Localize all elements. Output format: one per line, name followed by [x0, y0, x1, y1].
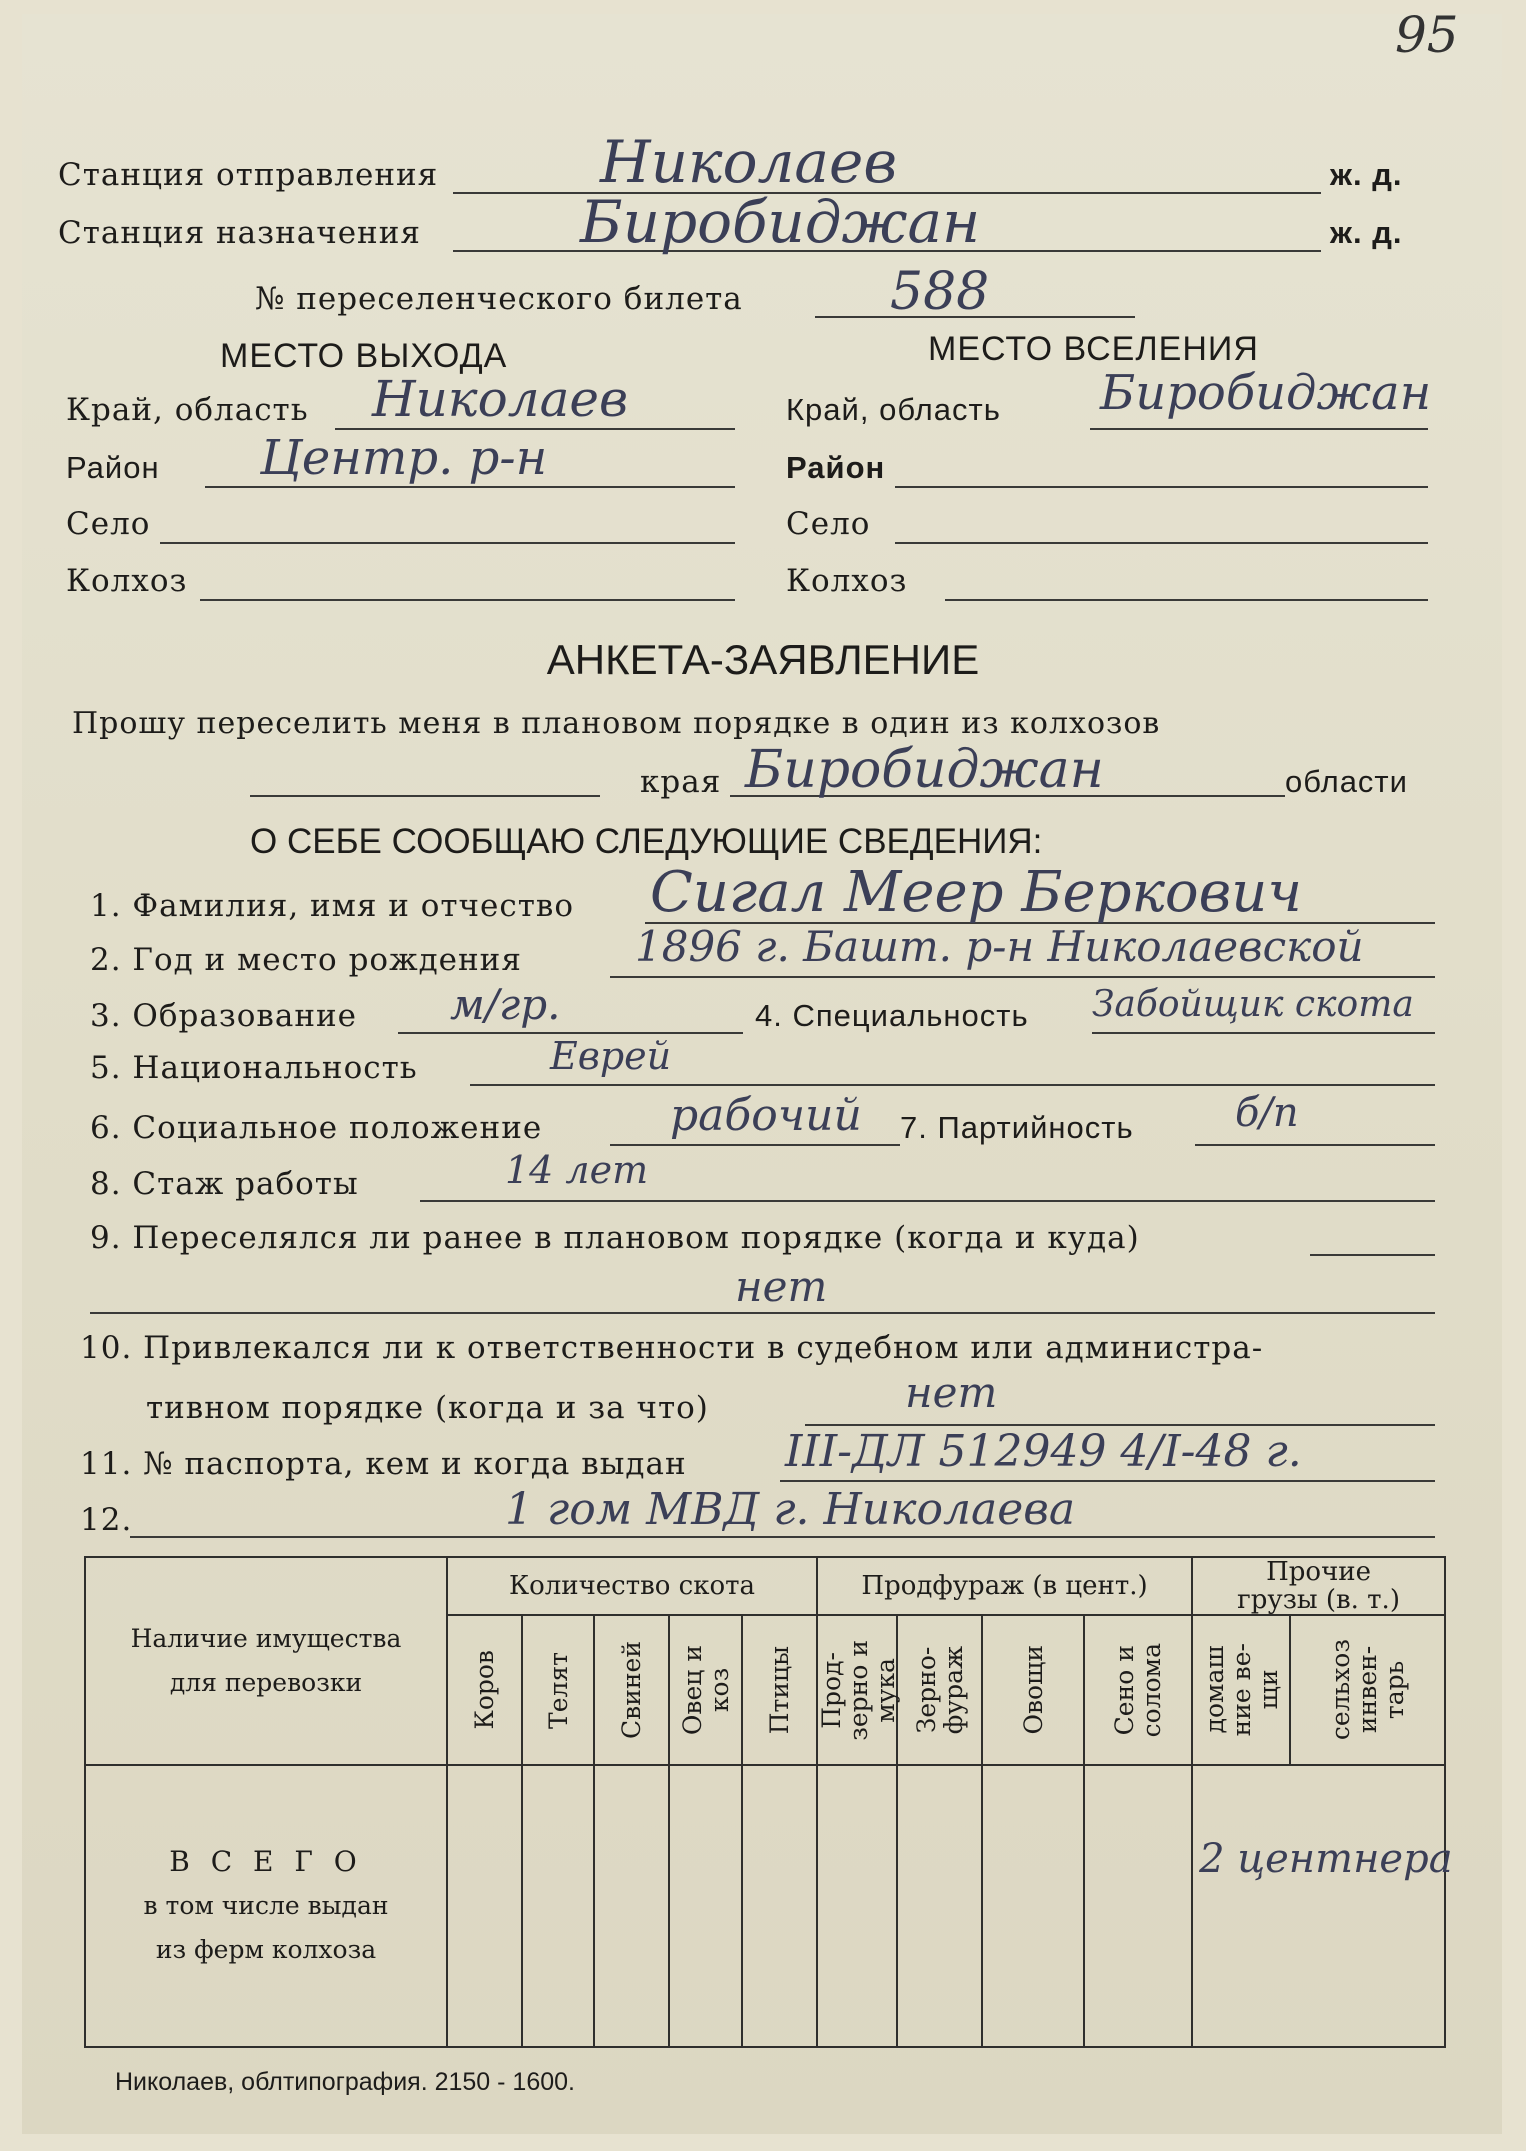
q3-label: 3. Образование	[90, 998, 358, 1034]
col-household: домаш ние ве- щи	[1199, 1643, 1283, 1737]
q1-value: Сигал Меер Беркович	[650, 860, 1303, 925]
col-grain: Прод- зерно и мука	[817, 1639, 901, 1741]
col-pigs-cell	[594, 1615, 669, 1765]
col-household-cell	[1192, 1615, 1290, 1765]
request-blank-line	[250, 795, 600, 797]
q9-label: 9. Переселялся ли ранее в плановом порядке (когда и куда)	[90, 1220, 1140, 1256]
q7-value: б/п	[1235, 1090, 1299, 1136]
origin-heading: МЕСТО ВЫХОДА	[220, 337, 508, 375]
destination-station-label: Станция назначения	[58, 215, 421, 251]
destination-rail-suffix: ж. д.	[1330, 215, 1403, 250]
dest-farm-line	[945, 599, 1428, 601]
col-veg-cell	[982, 1615, 1084, 1765]
request-kraya-label: края	[640, 764, 722, 800]
q3-value: м/гр.	[450, 980, 561, 1029]
q10-value: нет	[905, 1368, 998, 1417]
total-label: В С Е Г О	[169, 1845, 363, 1878]
info-heading: О СЕБЕ СООБЩАЮ СЛЕДУЮЩИЕ СВЕДЕНИЯ:	[250, 822, 1043, 861]
form-title: АНКЕТА-ЗАЯВЛЕНИЕ	[546, 636, 980, 683]
row-header: Наличие имущества для перевозки	[130, 1624, 402, 1697]
dest-farm-label: Колхоз	[786, 563, 908, 599]
q11-value: III-ДЛ 512949 4/I-48 г.	[785, 1426, 1302, 1477]
col-sheep-cell	[669, 1615, 742, 1765]
dest-region-line	[1090, 428, 1428, 430]
group-feed: Продфураж (в цент.)	[817, 1557, 1192, 1615]
col-sheep: Овец и коз	[677, 1644, 734, 1736]
incl-label: в том числе выдан из ферм колхоза	[143, 1891, 389, 1964]
calves-value-cell	[522, 1765, 594, 2047]
q10-label-1: 10. Привлекался ли к ответственности в судебном или администра-	[80, 1330, 1264, 1366]
col-poultry-cell	[742, 1615, 817, 1765]
request-region-value: Биробиджан	[745, 740, 1104, 800]
household-value-cell	[1192, 1765, 1453, 2047]
q5-value: Еврей	[550, 1034, 672, 1078]
fodder-value-cell	[897, 1765, 982, 2047]
col-hay: Сено и солома	[1110, 1642, 1167, 1738]
hay-value-cell	[1084, 1765, 1192, 2047]
col-calves-cell	[522, 1615, 594, 1765]
origin-village-line	[160, 542, 735, 544]
origin-district-line	[205, 486, 735, 488]
origin-farm-line	[200, 599, 735, 601]
dest-district-line	[895, 486, 1428, 488]
col-calves: Телят	[543, 1651, 573, 1729]
q2-value: 1896 г. Башт. р-н Николаевской	[635, 922, 1364, 971]
page-number: 95	[1395, 6, 1459, 64]
pigs-value-cell	[594, 1765, 669, 2047]
q12-line	[130, 1536, 1435, 1538]
col-fodder-cell	[897, 1615, 982, 1765]
dest-district-label: Район	[786, 450, 886, 485]
q12-value: 1 гом МВД г. Николаева	[505, 1484, 1076, 1535]
request-line-1: Прошу переселить меня в плановом порядке в один из колхозов	[72, 706, 1161, 741]
printer-footer: Николаев, облтипография. 2150 - 1600.	[115, 2068, 575, 2096]
q6-value: рабочий	[670, 1090, 862, 1141]
group-other: Прочие грузы (в. т.)	[1192, 1557, 1445, 1615]
q4-label: 4. Специальность	[755, 998, 1029, 1033]
origin-region-value: Николаев	[372, 370, 629, 428]
col-tools: сельхоз инвен- тарь	[1326, 1639, 1410, 1741]
q2-line	[610, 976, 1435, 978]
q4-value: Забойщик скота	[1092, 984, 1414, 1025]
col-hay-cell	[1084, 1615, 1192, 1765]
q8-line	[420, 1200, 1435, 1202]
q1-label: 1. Фамилия, имя и отчество	[90, 888, 575, 924]
poultry-value-cell	[742, 1765, 817, 2047]
q7-label: 7. Партийность	[900, 1110, 1134, 1145]
col-cows-cell	[447, 1615, 522, 1765]
origin-region-label: Край, область	[66, 392, 309, 428]
departure-station-label: Станция отправления	[58, 157, 439, 193]
col-tools-cell	[1290, 1615, 1445, 1765]
ticket-number-value: 588	[890, 262, 990, 322]
dest-village-label: Село	[786, 506, 871, 542]
q9-line-1	[1310, 1254, 1435, 1256]
q6-line	[610, 1144, 900, 1146]
property-table	[84, 1556, 1453, 2048]
q12-label: 12.	[80, 1502, 133, 1538]
col-grain-cell	[817, 1615, 901, 1765]
destination-heading: МЕСТО ВСЕЛЕНИЯ	[928, 330, 1259, 368]
totals-label-cell	[85, 1765, 447, 2047]
departure-station-value: Николаев	[600, 128, 898, 196]
group-livestock: Количество скота	[447, 1557, 817, 1615]
q11-line	[780, 1480, 1435, 1482]
row-header-cell	[85, 1557, 447, 1765]
dest-region-label: Край, область	[786, 392, 1001, 427]
col-veg: Овощи	[1018, 1645, 1048, 1735]
veg-value-cell	[982, 1765, 1084, 2047]
q8-label: 8. Стаж работы	[90, 1166, 359, 1202]
grain-value-cell	[817, 1765, 897, 2047]
dest-village-line	[895, 542, 1428, 544]
departure-rail-suffix: ж. д.	[1330, 157, 1403, 192]
origin-farm-label: Колхоз	[66, 563, 188, 599]
col-fodder: Зерно- фураж	[911, 1645, 968, 1735]
col-poultry: Птицы	[765, 1645, 794, 1735]
sheep-value-cell	[669, 1765, 742, 2047]
q11-label: 11. № паспорта, кем и когда выдан	[80, 1446, 687, 1482]
q9-value: нет	[735, 1262, 828, 1311]
q4-line	[1092, 1032, 1435, 1034]
destination-station-value: Биробиджан	[580, 188, 981, 256]
ticket-number-label: № переселенческого билета	[255, 281, 743, 317]
col-cows: Коров	[470, 1650, 499, 1730]
request-oblasti-label: области	[1285, 764, 1408, 799]
q5-line	[470, 1084, 1435, 1086]
q5-label: 5. Национальность	[90, 1050, 418, 1086]
cows-value-cell	[447, 1765, 522, 2047]
q2-label: 2. Год и место рождения	[90, 942, 522, 978]
q8-value: 14 лет	[505, 1148, 649, 1192]
q10-label-2: тивном порядке (когда и за что)	[146, 1390, 709, 1426]
q7-line	[1195, 1144, 1435, 1146]
origin-village-label: Село	[66, 506, 151, 542]
dest-region-value: Биробиджан	[1100, 365, 1432, 421]
household-value: 2 центнера	[1199, 1836, 1453, 1882]
origin-district-label: Район	[66, 450, 160, 485]
q9-line-2	[90, 1312, 1435, 1314]
q6-label: 6. Социальное положение	[90, 1110, 543, 1146]
origin-district-value: Центр. р-н	[260, 430, 548, 486]
col-pigs: Свиней	[617, 1641, 646, 1739]
